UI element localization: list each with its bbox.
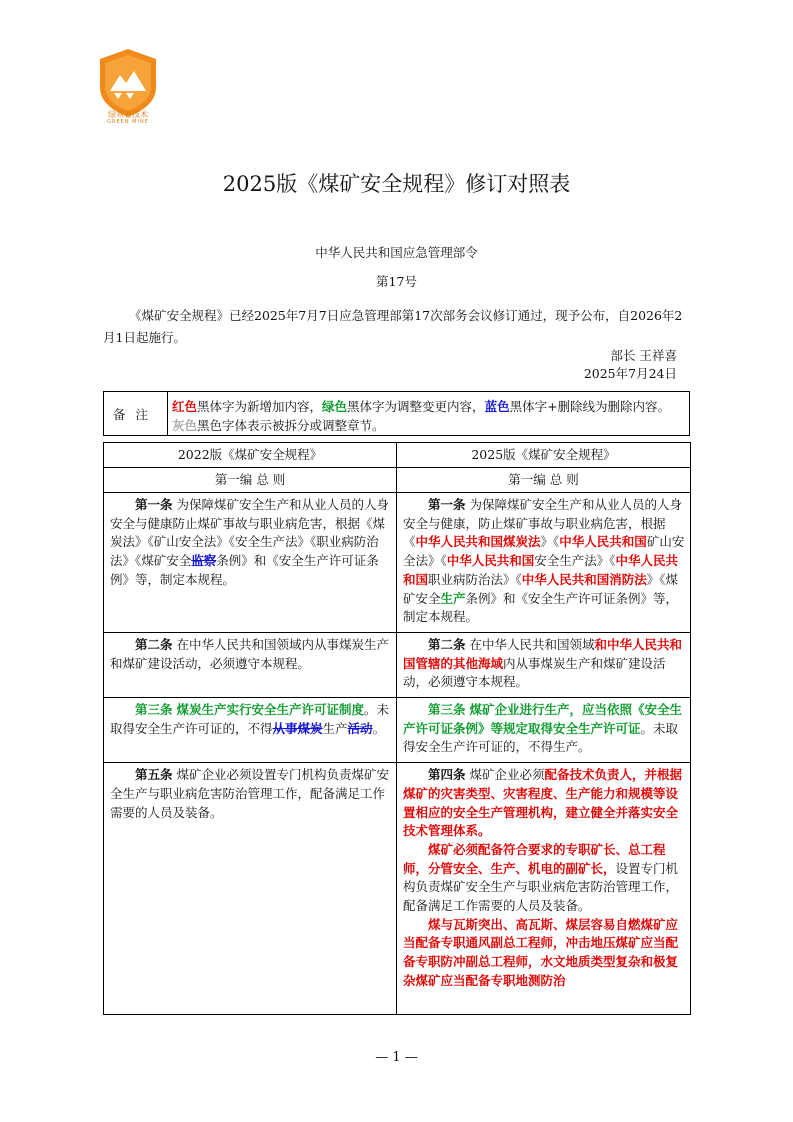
- table-row: [104, 763, 691, 1015]
- note-text: [172, 397, 682, 435]
- article-3-2025: [397, 698, 691, 763]
- page-number: — 1 —: [375, 1050, 418, 1065]
- text-run: 内从事煤炭生产和煤矿建设活动，必须遵守本规程。: [403, 655, 666, 690]
- decree-number: 第17号: [376, 274, 417, 289]
- text-run: 和中华人民共和国管辖的其他海域: [403, 636, 683, 671]
- article-1-2025: [397, 493, 691, 633]
- text-run: 为保障煤矿安全生产和从业人员的人身安全与健康防止煤矿事故与职业病危害，根据《煤炭法》《矿山安全法》《安全生产法》《职业病防治法》《煤矿安全: [110, 497, 389, 569]
- article-1-2022: [104, 493, 397, 633]
- text-run: 在中华人民共和国领域内从事煤炭生产和煤矿建设活动，必须遵守本规程。: [110, 636, 389, 671]
- text-run: 第三条: [428, 702, 466, 718]
- column-header-2025: 2025版《煤矿安全规程》: [397, 443, 691, 468]
- article-3-2022: [104, 698, 397, 763]
- table-row: [104, 632, 691, 697]
- decree-date: 2025年7月24日: [583, 366, 677, 381]
- decree-signer: 部长 王祥喜: [610, 348, 677, 363]
- table-row: [104, 698, 691, 763]
- article-5-2022: [104, 763, 397, 1015]
- text-run: 生产: [322, 720, 348, 736]
- text-run: 。未取得安全生产许可证的，不得: [110, 702, 390, 736]
- logo-text: 绿领者技术: [108, 110, 148, 119]
- text-run: 安全生产法》《: [534, 553, 616, 569]
- text-run: 在中华人民共和国领域: [465, 636, 595, 652]
- section-title-left: 第一编 总 则: [104, 468, 397, 493]
- text-run: 煤矿必须配备符合要求的专职矿长、总工程师，分管安全、生产、机电的副矿长，: [403, 841, 666, 876]
- text-run: 中华人民共和国: [446, 553, 535, 569]
- text-run: 第三条: [135, 702, 173, 718]
- legend-blue-desc: 黑体字+删除线为删除内容。: [509, 399, 671, 414]
- decree-body: 《煤矿安全规程》已经2025年7月7日应急管理部第17次部务会议修订通过，现予公布，自2026年2月1日起施行。: [103, 308, 683, 345]
- text-run: 第二条: [135, 636, 173, 652]
- text-run: 从事煤炭: [272, 720, 323, 736]
- text-run: 煤矿企业必须设置专门机构负责煤矿安全生产与职业病危害防治管理工作，配备满足工作需要的人员及装备。: [110, 767, 389, 820]
- text-run: 为保障煤矿安全生产和从业人员的人身安全与健康，防止煤矿事故与职业病危害，根据《: [403, 497, 682, 550]
- legend-green-desc: 黑体字为调整变更内容，: [347, 399, 485, 414]
- table-header-row: [104, 443, 691, 468]
- legend-gray-word: 灰色: [172, 418, 198, 433]
- text-run: 。: [372, 720, 386, 736]
- text-run: 》《: [540, 534, 560, 550]
- text-run: 条例》和《安全生产许可证条例》等，制定本规程。: [403, 590, 679, 625]
- document-title: 2025版《煤矿安全规程》修订对照表: [222, 172, 571, 196]
- text-run: 中华人民共和国: [403, 553, 679, 587]
- decree-issuer: 中华人民共和国应急管理部令: [315, 245, 478, 260]
- legend-note-box: [103, 391, 690, 436]
- text-run: 第一条: [135, 497, 173, 512]
- legend-blue-word: 蓝色: [484, 399, 510, 414]
- section-title-right: 第一编 总 则: [397, 468, 691, 493]
- text-run: 煤矿企业必须: [465, 767, 545, 783]
- text-run: 配备技术负责人，并根据煤矿的灾害类型、灾害程度、生产能力和规模等设置相应的安全生产管理机构，建立健全并落实安全技术管理体系。: [403, 767, 683, 839]
- text-run: 第四条: [428, 767, 466, 783]
- text-run: 煤矿企业进行生产，应当依照《安全生产许可证条例》等规定取得安全生产许可证: [403, 702, 683, 736]
- text-run: 条例》和《安全生产许可证条例》等，制定本规程。: [110, 553, 379, 587]
- legend-red-desc: 黑体字为新增加内容，: [197, 399, 323, 414]
- column-header-2022: 2022版《煤矿安全规程》: [104, 443, 397, 468]
- text-run: 中华人民共和国煤炭法: [415, 534, 541, 550]
- text-run: 职业病防治法》《: [428, 571, 522, 587]
- table-row: [104, 493, 691, 633]
- legend-green-word: 绿色: [322, 399, 348, 414]
- text-run: 活动: [347, 720, 373, 736]
- comparison-table: [103, 442, 691, 1015]
- text-run: 。未取得安全生产许可证的，不得生产。: [403, 720, 679, 755]
- text-run: 矿山安全法》《: [403, 534, 685, 569]
- text-run: 》《煤矿安全: [403, 571, 679, 606]
- note-label: 备注: [104, 392, 168, 435]
- text-run: 设置专门机构负责煤矿安全生产与职业病危害防治管理工作，配备满足工作需要的人员及装备。: [403, 860, 679, 914]
- article-2-2025: [397, 632, 691, 697]
- article-2-2022: [104, 632, 397, 697]
- text-run: 生产: [440, 590, 466, 606]
- text-run: 煤与瓦斯突出、高瓦斯、煤层容易自燃煤矿应当配备专职通风副总工程师，冲击地压煤矿应当配备专职防冲副总工程师，水文地质类型复杂和极复杂煤矿应当配备专职地测防治: [403, 916, 679, 988]
- section-header-row: [104, 468, 691, 493]
- legend-gray-desc: 黑色字体表示被拆分或调整章节。: [197, 418, 385, 433]
- text-run: 中华人民共和国消防法: [521, 571, 647, 587]
- article-4-2025: [397, 763, 691, 1015]
- text-run: 第五条: [135, 767, 173, 783]
- text-run: 第二条: [428, 636, 466, 652]
- text-run: 煤炭生产实行安全生产许可证制度: [176, 702, 365, 718]
- logo-subtext: GREEN MINE: [107, 119, 149, 125]
- text-run: 中华人民共和国: [559, 534, 647, 550]
- legend-red-word: 红色: [172, 399, 198, 414]
- text-run: 第一条: [428, 497, 466, 512]
- text-run: 监察: [191, 553, 217, 569]
